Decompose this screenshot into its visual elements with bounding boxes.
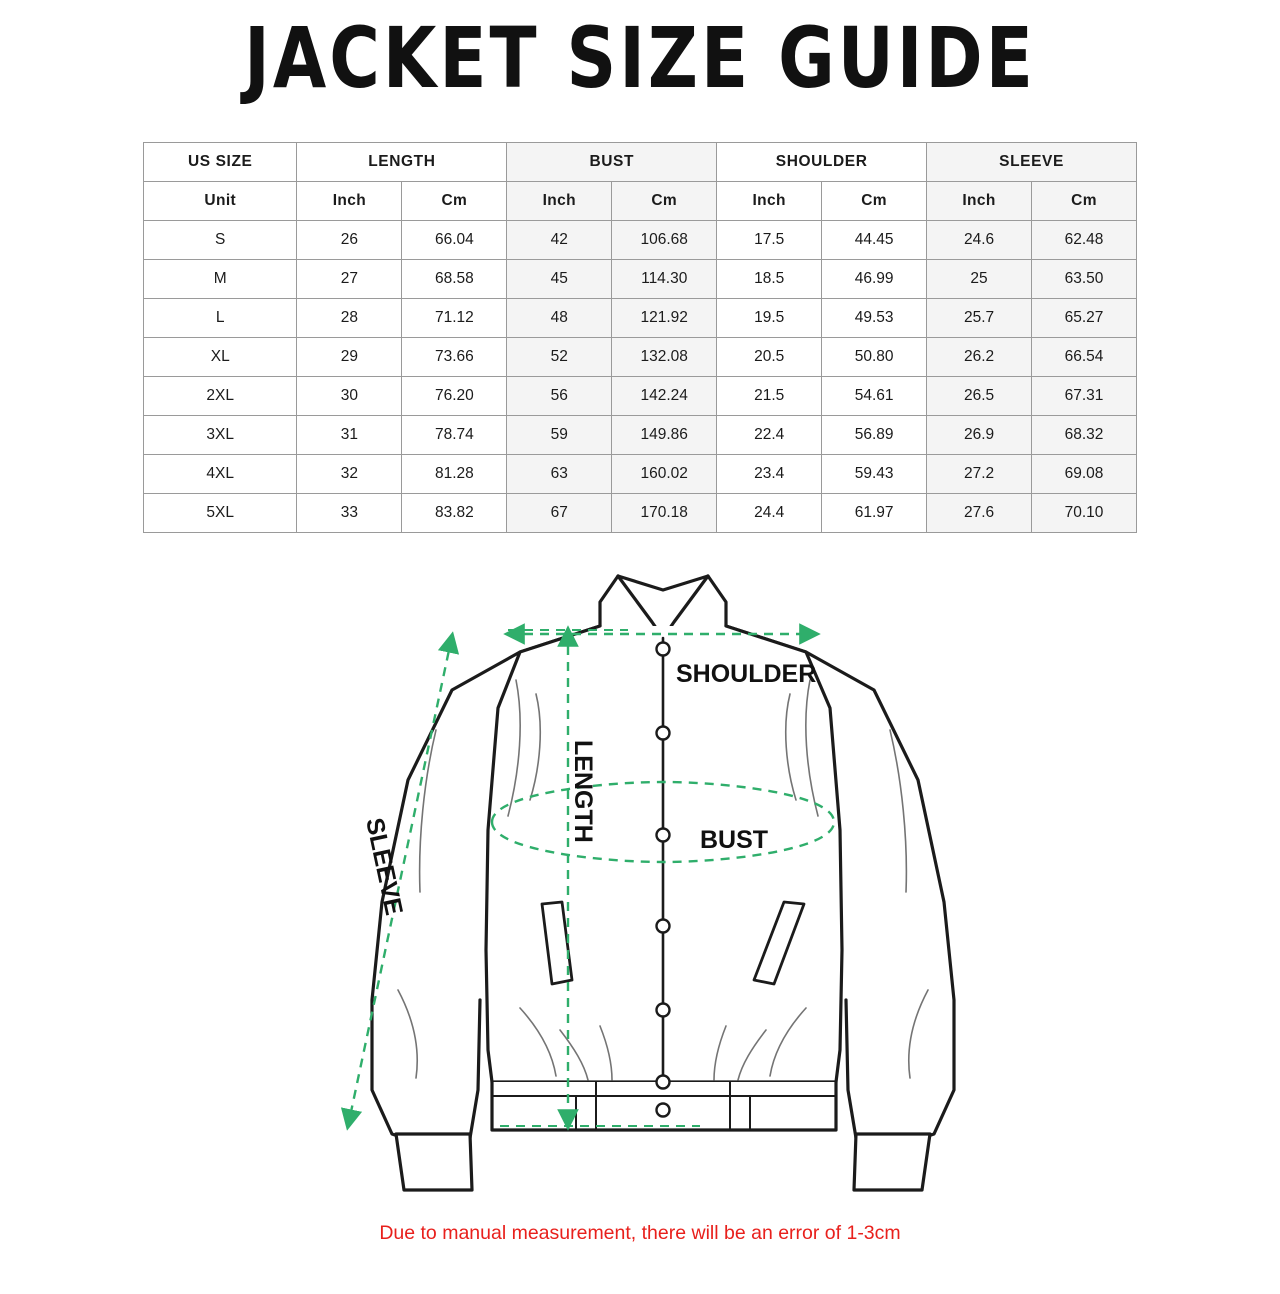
cell-length-inch: 33 xyxy=(297,494,402,533)
cell-length-cm: 73.66 xyxy=(402,338,507,377)
cell-bust-cm: 106.68 xyxy=(612,221,717,260)
cell-sleeve-inch: 26.5 xyxy=(927,377,1032,416)
cell-size: M xyxy=(144,260,297,299)
page-title: JACKET SIZE GUIDE xyxy=(244,10,1036,108)
table-row xyxy=(144,494,1137,533)
cell-length-cm: 81.28 xyxy=(402,455,507,494)
cell-sleeve-cm: 68.32 xyxy=(1032,416,1137,455)
cell-size: 5XL xyxy=(144,494,297,533)
cell-bust-inch: 56 xyxy=(507,377,612,416)
cell-sleeve-inch: 26.9 xyxy=(927,416,1032,455)
cell-bust-cm: 132.08 xyxy=(612,338,717,377)
cell-length-cm: 76.20 xyxy=(402,377,507,416)
unit-label: Unit xyxy=(144,182,297,221)
cell-shoulder-cm: 59.43 xyxy=(822,455,927,494)
group-header-sleeve: SLEEVE xyxy=(927,143,1137,182)
cell-length-cm: 66.04 xyxy=(402,221,507,260)
unit-bust-cm: Cm xyxy=(612,182,717,221)
cell-size: 2XL xyxy=(144,377,297,416)
cell-length-inch: 32 xyxy=(297,455,402,494)
unit-length-cm: Cm xyxy=(402,182,507,221)
shoulder-label: SHOULDER xyxy=(676,660,817,688)
cell-length-inch: 31 xyxy=(297,416,402,455)
group-header-length: LENGTH xyxy=(297,143,507,182)
unit-shoulder-inch: Inch xyxy=(717,182,822,221)
cell-length-inch: 28 xyxy=(297,299,402,338)
cell-bust-inch: 45 xyxy=(507,260,612,299)
cell-bust-inch: 42 xyxy=(507,221,612,260)
cell-size: 4XL xyxy=(144,455,297,494)
table-group-header-row xyxy=(144,143,1137,182)
table-row xyxy=(144,260,1137,299)
cell-size: S xyxy=(144,221,297,260)
cell-sleeve-inch: 25 xyxy=(927,260,1032,299)
length-label: LENGTH xyxy=(569,740,597,843)
cell-bust-inch: 48 xyxy=(507,299,612,338)
cell-shoulder-cm: 56.89 xyxy=(822,416,927,455)
cell-shoulder-inch: 20.5 xyxy=(717,338,822,377)
cell-shoulder-inch: 19.5 xyxy=(717,299,822,338)
cell-sleeve-cm: 62.48 xyxy=(1032,221,1137,260)
unit-sleeve-inch: Inch xyxy=(927,182,1032,221)
cell-length-inch: 27 xyxy=(297,260,402,299)
cell-sleeve-inch: 25.7 xyxy=(927,299,1032,338)
cell-bust-inch: 52 xyxy=(507,338,612,377)
cell-size: L xyxy=(144,299,297,338)
cell-length-inch: 26 xyxy=(297,221,402,260)
table-row xyxy=(144,338,1137,377)
table-row xyxy=(144,377,1137,416)
cell-sleeve-inch: 27.2 xyxy=(927,455,1032,494)
group-header-bust: BUST xyxy=(507,143,717,182)
cell-sleeve-cm: 67.31 xyxy=(1032,377,1137,416)
jacket-measurement-diagram xyxy=(0,530,1280,1230)
cell-shoulder-cm: 50.80 xyxy=(822,338,927,377)
cell-shoulder-cm: 44.45 xyxy=(822,221,927,260)
cell-sleeve-cm: 66.54 xyxy=(1032,338,1137,377)
cell-bust-cm: 121.92 xyxy=(612,299,717,338)
unit-length-inch: Inch xyxy=(297,182,402,221)
cell-size: 3XL xyxy=(144,416,297,455)
measurement-disclaimer: Due to manual measurement, there will be an error of 1-3cm xyxy=(379,1222,901,1244)
cell-length-cm: 68.58 xyxy=(402,260,507,299)
cell-sleeve-cm: 65.27 xyxy=(1032,299,1137,338)
cell-bust-inch: 59 xyxy=(507,416,612,455)
cell-shoulder-cm: 54.61 xyxy=(822,377,927,416)
cell-shoulder-inch: 17.5 xyxy=(717,221,822,260)
cell-length-cm: 78.74 xyxy=(402,416,507,455)
cell-shoulder-inch: 23.4 xyxy=(717,455,822,494)
cell-sleeve-inch: 24.6 xyxy=(927,221,1032,260)
size-table-container xyxy=(143,142,1137,533)
sleeve-label: SLEEVE xyxy=(360,815,409,918)
unit-bust-inch: Inch xyxy=(507,182,612,221)
cell-length-cm: 71.12 xyxy=(402,299,507,338)
cell-sleeve-cm: 63.50 xyxy=(1032,260,1137,299)
unit-sleeve-cm: Cm xyxy=(1032,182,1137,221)
cell-bust-inch: 67 xyxy=(507,494,612,533)
cell-length-inch: 29 xyxy=(297,338,402,377)
size-chart-table xyxy=(143,142,1137,533)
cell-shoulder-inch: 22.4 xyxy=(717,416,822,455)
table-row xyxy=(144,416,1137,455)
cell-sleeve-cm: 70.10 xyxy=(1032,494,1137,533)
group-header-us-size: US SIZE xyxy=(144,143,297,182)
unit-shoulder-cm: Cm xyxy=(822,182,927,221)
table-row xyxy=(144,221,1137,260)
cell-bust-cm: 160.02 xyxy=(612,455,717,494)
cell-size: XL xyxy=(144,338,297,377)
table-row xyxy=(144,299,1137,338)
cell-bust-inch: 63 xyxy=(507,455,612,494)
group-header-shoulder: SHOULDER xyxy=(717,143,927,182)
cell-bust-cm: 114.30 xyxy=(612,260,717,299)
table-row xyxy=(144,455,1137,494)
cell-shoulder-inch: 24.4 xyxy=(717,494,822,533)
cell-bust-cm: 170.18 xyxy=(612,494,717,533)
cell-sleeve-inch: 26.2 xyxy=(927,338,1032,377)
cell-shoulder-inch: 21.5 xyxy=(717,377,822,416)
cell-sleeve-inch: 27.6 xyxy=(927,494,1032,533)
cell-sleeve-cm: 69.08 xyxy=(1032,455,1137,494)
cell-bust-cm: 142.24 xyxy=(612,377,717,416)
cell-length-inch: 30 xyxy=(297,377,402,416)
cell-shoulder-cm: 61.97 xyxy=(822,494,927,533)
cell-shoulder-cm: 46.99 xyxy=(822,260,927,299)
cell-bust-cm: 149.86 xyxy=(612,416,717,455)
cell-length-cm: 83.82 xyxy=(402,494,507,533)
cell-shoulder-inch: 18.5 xyxy=(717,260,822,299)
jacket-illustration xyxy=(372,576,954,1190)
table-unit-row xyxy=(144,182,1137,221)
bust-label: BUST xyxy=(700,826,769,854)
cell-shoulder-cm: 49.53 xyxy=(822,299,927,338)
